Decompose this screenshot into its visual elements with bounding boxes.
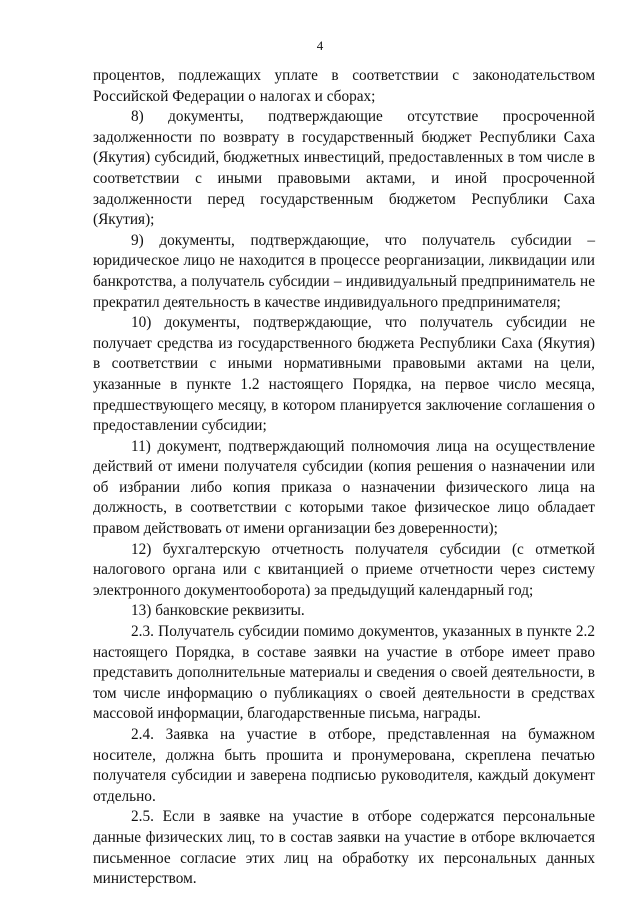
paragraph: 11) документ, подтверждающий полномочия лица на осуществление действий от имени получателя субсидии (копия решения о назначении или об избрании либо копия приказа о назначении физического лица на должность, в соответствии с которыми такое физическое лицо обладает правом действовать от имени организации без доверенности);	[93, 437, 595, 538]
paragraph: процентов, подлежащих уплате в соответствии с законодательством Российской Федерации о налогах и сборах;	[93, 67, 595, 105]
paragraph: 8) документы, подтверждающие отсутствие просроченной задолженности по возврату в государственный бюджет Республики Саха (Якутия) субсидий, бюджетных инвестиций, предоставленных в том числе в соответствии с иными правовыми актами, и иной просроченной задолженности перед государственным бюджетом Республики Саха (Якутия);	[93, 108, 595, 229]
paragraph: 10) документы, подтверждающие, что получатель субсидии не получает средства из государственного бюджета Республики Саха (Якутия) в соответствии с иными нормативными правовыми актами на цели, указанные в пункте 1.2 настоящего Порядка, на первое число месяца, предшествующего месяцу, в котором планируется заключение соглашения о предоставлении субсидии;	[93, 314, 595, 435]
paragraph: 2.4. Заявка на участие в отборе, представленная на бумажном носителе, должна быть прошита и пронумерована, скреплена печатью получателя субсидии и заверена подписью руководителя, каждый документ отдельно.	[93, 726, 595, 805]
paragraph: 2.3. Получатель субсидии помимо документов, указанных в пункте 2.2 настоящего Порядка, в составе заявки на участие в отборе имеет право представить дополнительные материалы и сведения о своей деятельности, в том числе информацию о публикациях о своей деятельности в средствах массовой информации, благодарственные письма, награды.	[93, 623, 595, 723]
paragraph: 13) банковские реквизиты.	[131, 602, 305, 620]
paragraph: 12) бухгалтерскую отчетность получателя субсидии (с отметкой налогового органа или с квитанцией о приеме отчетности через систему электронного документооборота) за предыдущий календарный год;	[93, 540, 595, 599]
paragraph: 2.5. Если в заявке на участие в отборе содержатся персональные данные физических лиц, то в состав заявки на участие в отборе включается письменное согласие этих лиц на обработку их персональных данных министерством.	[93, 808, 595, 888]
paragraph: 9) документы, подтверждающие, что получатель субсидии – юридическое лицо не находится в процессе реорганизации, ликвидации или банкротства, а получатель субсидии – индивидуальный предприниматель не прекратил деятельность в качестве индивидуального предпринимателя;	[93, 231, 595, 311]
document-body	[93, 66, 595, 890]
page-number: 4	[316, 38, 324, 53]
